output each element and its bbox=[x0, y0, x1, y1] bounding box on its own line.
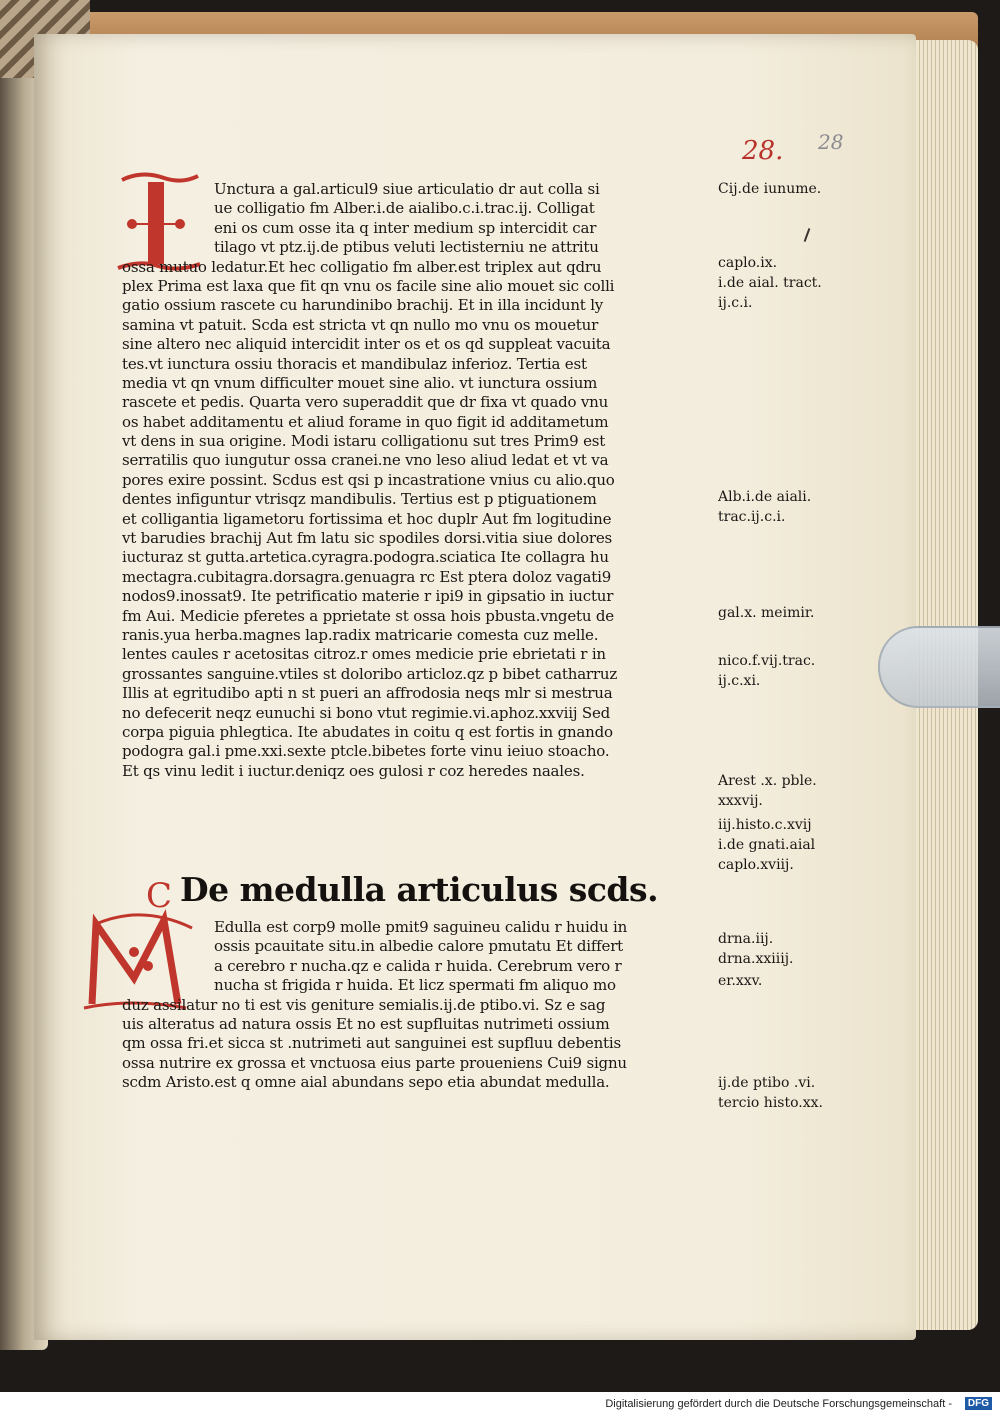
text-line: samina vt patuit. Scda est stricta vt qn nullo mo vnu os mouetur bbox=[122, 315, 599, 334]
marginal-note: caplo.ix. bbox=[718, 255, 778, 271]
text-line: Et qs vinu ledit i iuctur.deniqz oes gulosi r coz heredes naales. bbox=[122, 761, 585, 780]
main-text-block-1 bbox=[122, 180, 712, 781]
marginal-note: drna.xxiiij. bbox=[718, 951, 794, 967]
text-line: Illis at egritudibo apti n st pueri an affrodosia neqs mlr si mestrua bbox=[122, 684, 613, 703]
marginal-note: Arest .x. pble. bbox=[718, 773, 817, 789]
marginal-note: drna.iij. bbox=[718, 931, 774, 947]
page-number-pencil: 28 bbox=[818, 130, 844, 154]
text-line: dentes infiguntur vtrisqz mandibulis. Tertius est p ptiguationem bbox=[122, 490, 597, 509]
footer-bar bbox=[0, 1392, 1000, 1418]
marginal-note: Alb.i.de aiali. bbox=[718, 489, 812, 505]
marginal-note: i.de gnati.aial bbox=[718, 837, 816, 853]
marginal-note: tercio histo.xx. bbox=[718, 1095, 823, 1111]
text-line: grossantes sanguine.vtiles st doloribo articloz.qz p bibet catharruz bbox=[122, 664, 618, 683]
text-line: plex Prima est laxa que fit qn vnu os facile sine alio mouet sic colli bbox=[122, 276, 615, 295]
marginal-note: ij.de ptibo .vi. bbox=[718, 1075, 816, 1091]
marginal-note: ij.c.xi. bbox=[718, 673, 761, 689]
text-line: mectagra.cubitagra.dorsagra.genuagra rc Est ptera doloz vagati9 bbox=[122, 567, 612, 586]
text-line: lentes caules r acetositas citroz.r omes medicie prie ebrietati r in bbox=[122, 645, 606, 664]
text-line: ranis.yua herba.magnes lap.radix matricarie comesta cuz melle. bbox=[122, 625, 599, 644]
text-line: qm ossa fri.et sicca st .nutrimeti aut sanguinei est supfluu debentis bbox=[122, 1034, 621, 1053]
text-line: corpa piguia phlegtica. Ite abudates in coitu q est fortis in gnando bbox=[122, 722, 613, 741]
dfg-logo: DFG bbox=[965, 1397, 992, 1410]
text-line: ue colligatio fm Alber.i.de aialibo.c.i.trac.ij. Colligat bbox=[214, 199, 595, 218]
text-line: tes.vt iunctura ossiu thoracis et mandibulaz inferioz. Tertia est bbox=[122, 354, 587, 373]
text-line: Edulla est corp9 molle pmit9 saguineu calidu r huidu in bbox=[214, 918, 628, 936]
text-line: nodos9.inossat9. Ite petrificatio materie r ipi9 in gipsatio in iuctur bbox=[122, 587, 614, 606]
text-line: pores exire possint. Scdus est qsi p incastratione vnius cu alio.quo bbox=[122, 470, 615, 489]
text-line: no defecerit neqz eunuchi si bono vtut regimie.vi.aphoz.xxviij Sed bbox=[122, 703, 611, 722]
text-line: vt dens in sua origine. Modi istaru colligationu sut tres Prim9 est bbox=[122, 432, 606, 451]
marginal-note: xxxvij. bbox=[718, 793, 763, 809]
text-line: uis alteratus ad natura ossis Et no est supfluitas nutrimeti ossium bbox=[122, 1014, 610, 1033]
funding-note: Digitalisierung gefördert durch die Deutsche Forschungsgemeinschaft - bbox=[605, 1398, 952, 1410]
text-line: Unctura a gal.articul9 siue articulatio dr aut colla si bbox=[214, 180, 600, 198]
paragraph-mark-icon: C bbox=[146, 876, 173, 916]
main-text-block-2 bbox=[122, 918, 712, 1093]
page-number-red: 28. bbox=[742, 136, 784, 166]
text-line: vt barudies brachij Aut fm latu sic spodiles dorsi.vitia siue dolores bbox=[122, 529, 613, 548]
marginal-note: caplo.xviij. bbox=[718, 857, 794, 873]
text-line: os habet additamentu et aliud forame in quo figit id additametum bbox=[122, 412, 609, 431]
text-line: a cerebro r nucha.qz e calida r huida. Cerebrum vero r bbox=[214, 956, 622, 975]
text-line: gatio ossium rascete cu harundinibo brachij. Et in illa incidunt ly bbox=[122, 296, 604, 315]
text-line: rascete et pedis. Quarta vero superaddit que dr fixa vt quado vnu bbox=[122, 393, 609, 412]
marginal-note: i.de aial. tract. bbox=[718, 275, 822, 291]
text-line: iucturaz st gutta.artetica.cyragra.podogra.sciatica Ite collagra hu bbox=[122, 548, 609, 567]
page-clip bbox=[878, 626, 1000, 708]
text-line: eni os cum osse ita q inter medium sp intercidit car bbox=[214, 218, 597, 237]
marginal-note: er.xxv. bbox=[718, 973, 763, 989]
chapter-heading: De medulla articulus scds. bbox=[180, 870, 659, 909]
marginal-note: nico.f.vij.trac. bbox=[718, 653, 816, 669]
marginal-note: ij.c.i. bbox=[718, 295, 753, 311]
text-line: serratilis quo iungutur ossa cranei.ne vno leso aliud ledat et vt va bbox=[122, 451, 609, 470]
text-line: podogra gal.i pme.xxi.sexte ptcle.bibetes forte vinu ieiuo stoacho. bbox=[122, 742, 610, 761]
text-line: duz assilatur no ti est vis geniture semialis.ij.de ptibo.vi. Sz e sag bbox=[122, 995, 606, 1014]
text-line: ossa nutrire ex grossa et vnctuosa eius parte proueniens Cui9 signu bbox=[122, 1053, 627, 1072]
marginal-note: iij.histo.c.xvij bbox=[718, 817, 812, 833]
text-line: sine altero nec aliquid intercidit inter os et os qd suppleat vacuita bbox=[122, 335, 611, 354]
marginal-note: trac.ij.c.i. bbox=[718, 509, 786, 525]
text-line: nucha st frigida r huida. Et licz spermati fm aliquo mo bbox=[214, 976, 616, 995]
marginal-note: gal.x. meimir. bbox=[718, 605, 815, 621]
text-line: ossis pcauitate situ.in albedie calore pmutatu Et differt bbox=[214, 937, 624, 956]
text-line: media vt qn vnum difficulter mouet sine alio. vt iunctura ossium bbox=[122, 373, 598, 392]
text-line: fm Aui. Medicie pferetes a pprietate st ossa hois pbusta.vngetu de bbox=[122, 606, 614, 625]
text-line: tilago vt ptz.ij.de ptibus veluti lectisterniu ne attritu bbox=[214, 238, 599, 257]
text-line: et colligantia ligametoru fortissima et hoc duplr Aut fm logitudine bbox=[122, 509, 612, 528]
text-line: scdm Aristo.est q omne aial abundans sepo etia abundat medulla. bbox=[122, 1073, 610, 1092]
text-line: ossa mutuo ledatur.Et hec colligatio fm alber.est triplex aut qdru bbox=[122, 257, 602, 276]
marginal-note: Cij.de iunume. bbox=[718, 181, 822, 197]
